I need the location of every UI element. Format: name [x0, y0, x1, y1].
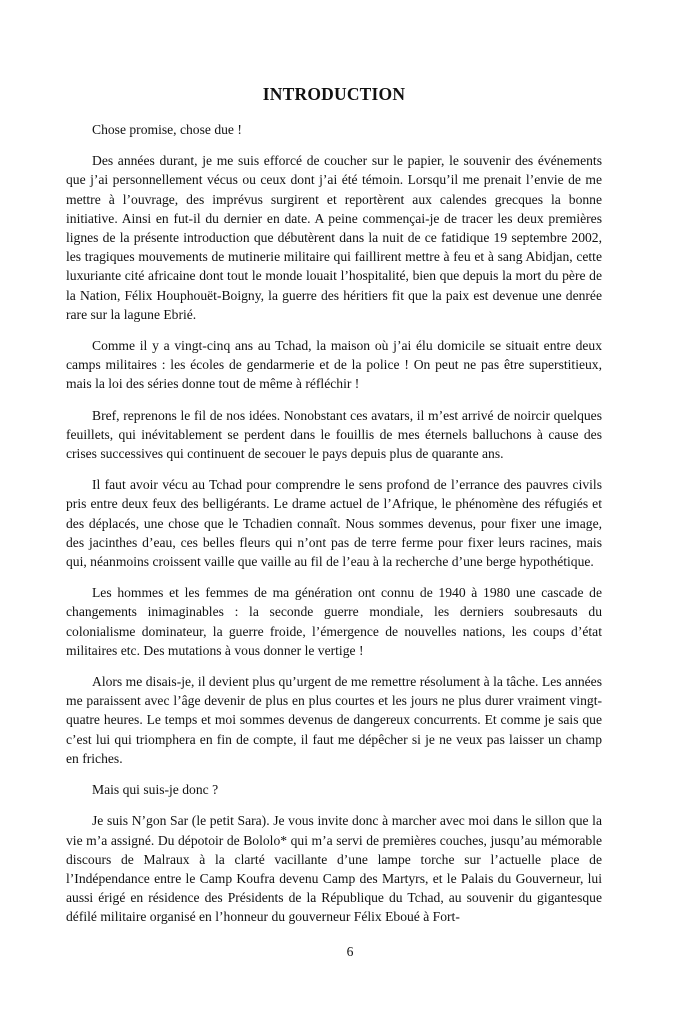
page-number: 6	[346, 944, 354, 959]
paragraph: Je suis N’gon Sar (le petit Sara). Je vous invite donc à marcher avec moi dans le sillon que la vie m’a assigné. Du dépotoir de Bololo* qui m’a servi de premières couches, jusqu’au mémorable discours de Malraux à la clarté vacillante d’une lampe torche sur l’actuelle place de l’Indépendance entre le Camp Koufra devenu Camp des Martyrs, et le Palais du Gouverneur, lui aussi érigé en résidence des Présidents de la République du Tchad, au souvenir du gigantesque défilé militaire organisé en l’honneur du gouverneur Félix Eboué à Fort-	[66, 813, 602, 925]
paragraph: Mais qui suis-je donc ?	[92, 782, 219, 798]
paragraph: Il faut avoir vécu au Tchad pour comprendre le sens profond de l’errance des pauvres civils pris entre deux feux des belligérants. Le drame actuel de l’Afrique, le phénomène des réfugiés et des déplacés, une chose que le Tchadien connaît. Nous sommes devenus, pour fixer une image, des jacinthes d’eau, ces belles fleurs qui n’ont pas de terre ferme pour fixer leurs racines, mais qui, néanmoins croissent vaille que vaille au fil de l’eau à la recherche d’une berge hypothétique.	[66, 477, 602, 570]
paragraph: Chose promise, chose due !	[92, 122, 242, 137]
document-page	[66, 84, 602, 939]
paragraph: Des années durant, je me suis efforcé de coucher sur le papier, le souvenir des événements que j’ai personnellement vécus ou ceux dont j’ai été témoin. Lorsqu’il me prenait l’envie de me mettre à l’ouvrage, des imprévus surgirent et reportèrent aux calendes grecques la bonne initiative. Ainsi en fut-il du dernier en date. A peine commençai-je de tracer les deux premières lignes de la présente introduction que débutèrent dans la nuit de ce fatidique 19 septembre 2002, les tragiques mouvements de mutinerie militaire qui faillirent mettre à feu et à sang Abidjan, cette luxuriante cité africaine dont tout le monde louait l’hospitalité, bien que depuis la mort du père de la Nation, Félix Houphouët-Boigny, la guerre des héritiers fit que la paix est devenue une denrée rare sur la lagune Ebrié.	[66, 153, 602, 322]
paragraph: Les hommes et les femmes de ma génération ont connu de 1940 à 1980 une cascade de changements inimaginables : la seconde guerre mondiale, les derniers soubresauts du colonialisme dominateur, la guerre froide, l’émergence de nouvelles nations, les coups d’état militaires etc. Des mutations à vous donner le vertige !	[66, 585, 602, 658]
page-title: INTRODUCTION	[262, 84, 406, 104]
paragraph: Bref, reprenons le fil de nos idées. Nonobstant ces avatars, il m’est arrivé de noircir quelques feuillets, qui inévitablement se perdent dans le fouillis de mes éternels balluchons à cause des crises successives qui continuent de secouer le pays depuis plus de quarante ans.	[66, 407, 602, 462]
paragraph: Alors me disais-je, il devient plus qu’urgent de me remettre résolument à la tâche. Les années me paraissent avec l’âge devenir de plus en plus courtes et les jours ne plus durer vraiment vingt-quatre heures. Le temps et moi sommes devenus de dangereux concurrents. Et comme je sais que c’est lui qui triomphera en fin de compte, il faut me dépêcher si je ne veux pas laisser un champ en friches.	[66, 674, 602, 766]
paragraph: Comme il y a vingt-cinq ans au Tchad, la maison où j’ai élu domicile se situait entre deux camps militaires : les écoles de gendarmerie et de la police ! On peut ne pas être superstitieux, mais la loi des séries donne tout de même à réfléchir !	[66, 338, 602, 392]
